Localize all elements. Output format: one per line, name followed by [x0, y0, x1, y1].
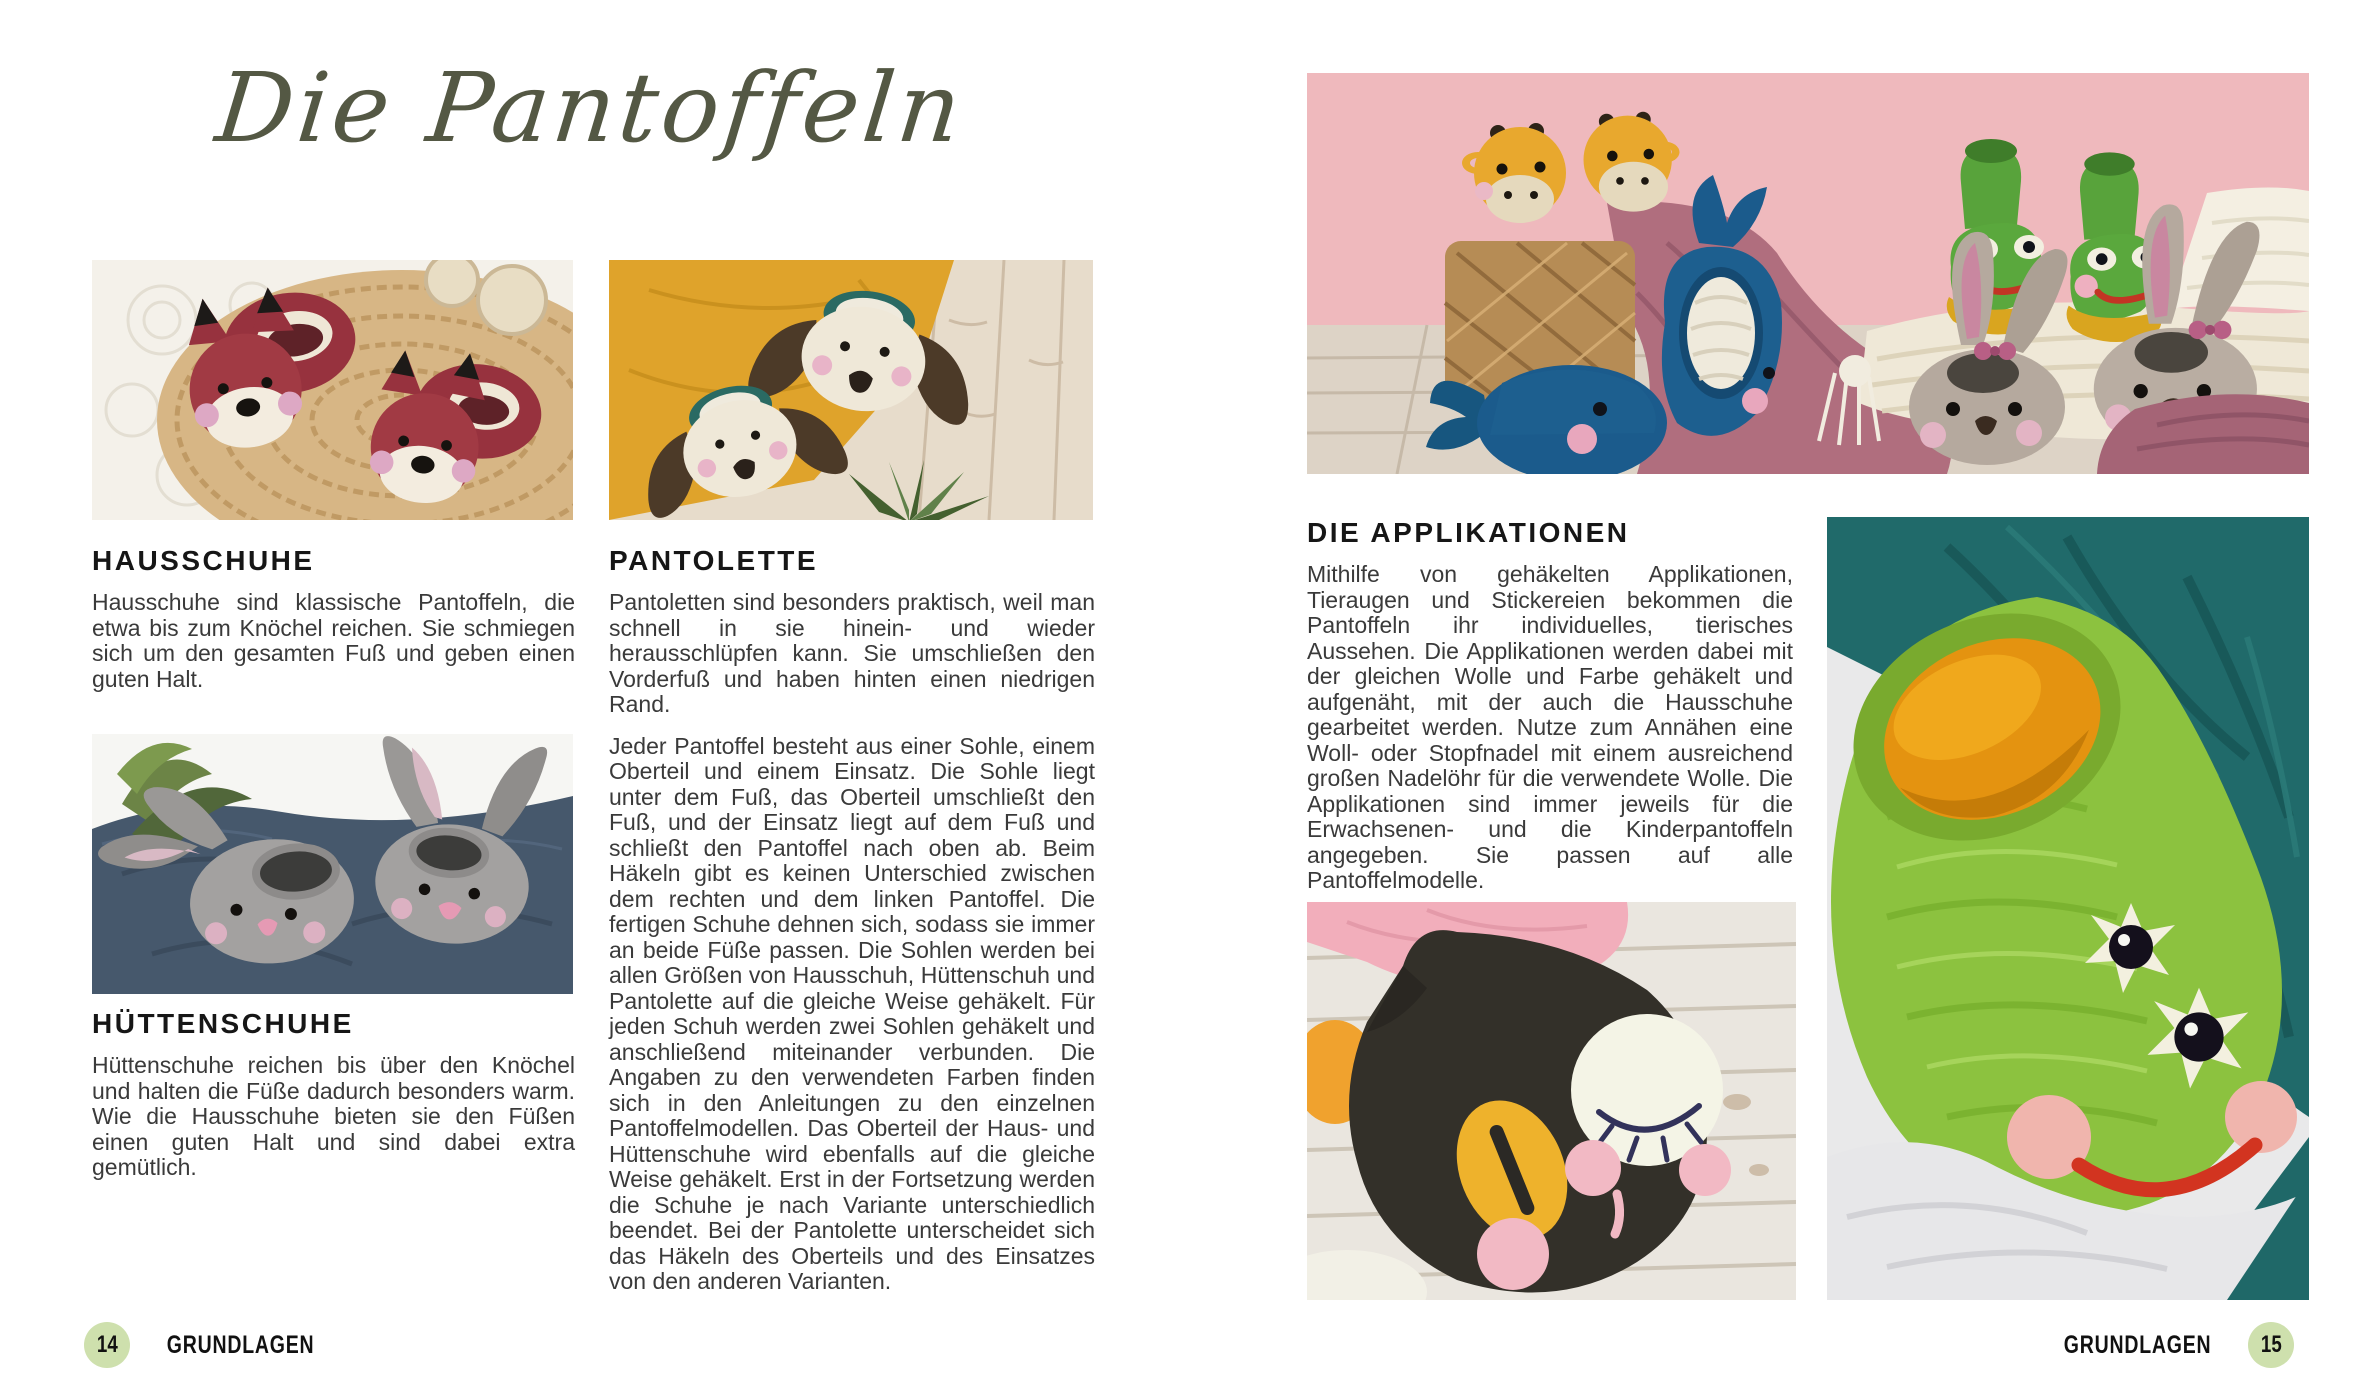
- paragraph: Hausschuhe sind klassische Pantoffeln, die etwa bis zum Knöchel reichen. Sie schmiegen sich um den gesamten Fuß und geben einen guten Halt.: [92, 589, 575, 692]
- text-pantolette: [609, 590, 1095, 1309]
- page-number: 14: [96, 1331, 118, 1358]
- footer-right: [2043, 1322, 2294, 1368]
- photo-dog-pantolettes: [609, 260, 1093, 520]
- photo-frog-slipper-closeup: [1827, 517, 2309, 1300]
- heading-applikationen: DIE APPLIKATIONEN: [1307, 517, 1630, 548]
- page-number: 15: [2260, 1331, 2282, 1358]
- page-number-badge: [84, 1322, 130, 1368]
- paragraph: Mithilfe von gehäkelten Applikationen, Tieraugen und Stickereien bekommen die Pantoffeln ihr individuelles, tierisches Aussehen. Die Applikationen werden dabei mit der gleichen Wolle und Farbe gehäkelt und aufgenäht, mit der auch die Hausschuhe gearbeitet werden. Nutze zum Annähen eine Woll- oder Stopfnadel mit einem ausreichend großen Nadelöhr für die verwendete Wolle. Die Applikationen sind immer jeweils für die Erwachsenen- und die Kinderpantoffeln angegeben. Sie passen auf alle Pantoffelmodelle.: [1307, 561, 1793, 893]
- dog-pantolettes-illustration: [609, 260, 1093, 520]
- heading-pantolette: PANTOLETTE: [609, 545, 819, 576]
- animal-slippers-illustration: [1307, 73, 2309, 474]
- paragraph: Hüttenschuhe reichen bis über den Knöchel und halten die Füße dadurch besonders warm. Wie die Hausschuhe bieten sie den Füßen einen guten Halt und sind dabei extra gemütlich.: [92, 1052, 575, 1180]
- page-title: Die Pantoffeln: [211, 52, 970, 164]
- text-huettenschuhe: [92, 1053, 575, 1195]
- footer-left: [84, 1322, 335, 1368]
- section-label: GRUNDLAGEN: [166, 1330, 315, 1359]
- photo-animal-slippers-group: [1307, 73, 2309, 474]
- page-number-badge: [2248, 1322, 2294, 1368]
- section-label: GRUNDLAGEN: [2063, 1330, 2212, 1359]
- text-hausschuhe: [92, 590, 575, 706]
- paragraph: Jeder Pantoffel besteht aus einer Sohle, einem Oberteil und einem Einsatz. Die Sohle liegt unter dem Fuß, das Oberteil umschließt den Fuß, und der Einsatz liegt auf dem Fuß und schließt den Pantoffel nach oben ab. Beim Häkeln gibt es keinen Unterschied zwischen dem rechten und dem linken Pantoffel. Die fertigen Schuhe dehnen sich, sodass sie immer an beide Füße passen. Die Sohlen werden bei allen Größen von Hausschuh, Hüttenschuh und Pantolette auf die gleiche Weise gehäkelt. Für jeden Schuh werden zwei Sohlen gehäkelt und anschließend miteinander verbunden. Die Angaben zu den verwendeten Farben finden sich in den Anleitungen zu den einzelnen Pantoffelmodellen. Das Oberteil der Haus- und Hüttenschuhe wird ebenfalls auf die gleiche Weise gehäkelt. Erst in der Fortsetzung werden die Schuhe je nach Variante unterschiedlich beendet. Bei der Pantolette unterscheidet sich das Häkeln des Oberteils und des Einsatzes von den anderen Varianten.: [609, 732, 1095, 1294]
- frog-slipper-illustration: [1827, 517, 2309, 1300]
- photo-cat-slipper-closeup: [1307, 902, 1796, 1300]
- photo-fox-slippers: [92, 260, 573, 520]
- fox-slippers-illustration: [92, 260, 573, 520]
- photo-bunny-slippers: [92, 734, 573, 994]
- text-applikationen: [1307, 562, 1793, 908]
- heading-huettenschuhe: HÜTTENSCHUHE: [92, 1008, 354, 1039]
- cat-slipper-illustration: [1307, 902, 1796, 1300]
- bunny-slippers-illustration: [92, 734, 573, 994]
- paragraph: Pantoletten sind besonders praktisch, weil man schnell in sie hinein- und wieder herausschlüpfen kann. Sie umschließen den Vorderfuß und haben hinten einen niedrigen Rand.: [609, 589, 1095, 717]
- heading-hausschuhe: HAUSSCHUHE: [92, 545, 315, 576]
